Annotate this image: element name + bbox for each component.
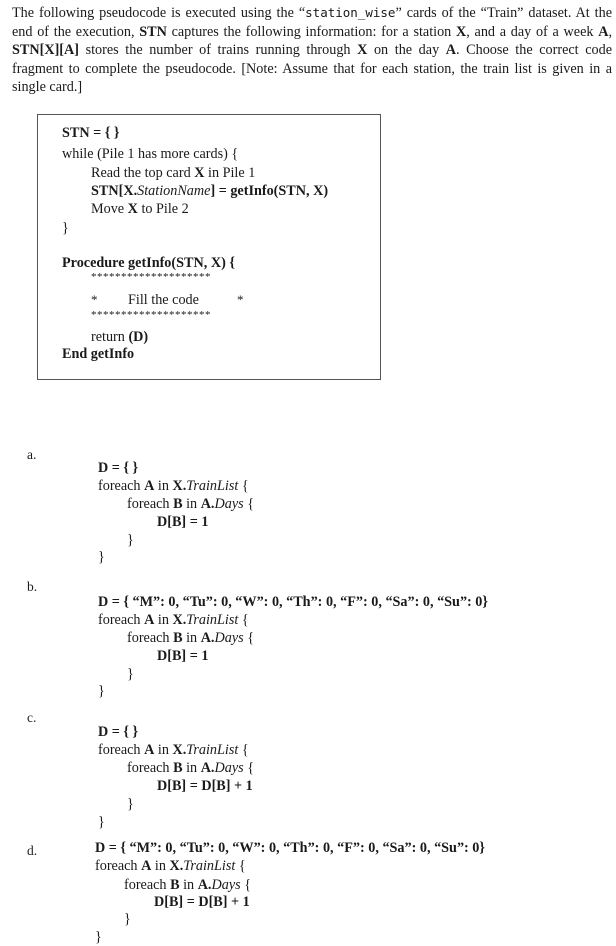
option-label: c. bbox=[27, 710, 37, 725]
option-outer-loop: foreach A in X.TrainList { bbox=[98, 742, 249, 758]
option-outer-loop: foreach A in X.TrainList { bbox=[95, 858, 246, 874]
option-inner-loop: foreach B in A.Days { bbox=[127, 760, 255, 776]
code-line-end: End getInfo bbox=[62, 346, 135, 362]
stars-top: ******************** bbox=[91, 271, 211, 283]
stars-bottom: ******************** bbox=[91, 309, 211, 321]
code-word: station_wise bbox=[305, 5, 396, 20]
option-init: D = { } bbox=[98, 460, 139, 476]
option-label: a. bbox=[27, 447, 37, 462]
option-outer-loop: foreach A in X.TrainList { bbox=[98, 612, 249, 628]
option-inner-loop: foreach B in A.Days { bbox=[124, 877, 252, 893]
option-inner-loop: foreach B in A.Days { bbox=[127, 496, 255, 512]
option-increment: D[B] = D[B] + 1 bbox=[154, 894, 250, 910]
code-line-assign: STN[X.StationName] = getInfo(STN, X) bbox=[91, 183, 329, 199]
option-inner-close: } bbox=[127, 796, 134, 812]
option-init: D = { “M”: 0, “Tu”: 0, “W”: 0, “Th”: 0, “F”: 0, “Sa”: 0, “Su”: 0} bbox=[98, 594, 488, 610]
option-outer-loop: foreach A in X.TrainList { bbox=[98, 478, 249, 494]
option-label: d. bbox=[27, 843, 38, 858]
option-increment: D[B] = 1 bbox=[157, 514, 209, 530]
question-text: The following pseudocode is executed using the “station_wise” cards of the “Train” dataset. At the end of the execution, STN captures the following information: for a station X, and a day of a week A, STN[X][A] stores the number of trains running through X on the day A. Choose the correct code fragment to complete the pseudocode. [Note: Assume that for each station, the train list is given in a single card.] bbox=[12, 5, 613, 95]
option-outer-close: } bbox=[95, 929, 102, 945]
fill-marker-right: * bbox=[237, 292, 244, 307]
code-line-procedure: Procedure getInfo(STN, X) { bbox=[62, 255, 235, 271]
code-line-return: return (D) bbox=[91, 329, 149, 345]
option-init: D = { } bbox=[98, 724, 139, 740]
code-line-stn-init: STN = { } bbox=[62, 125, 120, 141]
option-increment: D[B] = D[B] + 1 bbox=[157, 778, 253, 794]
fill-code-placeholder: Fill the code bbox=[128, 292, 199, 308]
option-increment: D[B] = 1 bbox=[157, 648, 209, 664]
code-line-read: Read the top card X in Pile 1 bbox=[91, 165, 256, 181]
pseudocode-box bbox=[37, 114, 381, 380]
option-init: D = { “M”: 0, “Tu”: 0, “W”: 0, “Th”: 0, “F”: 0, “Sa”: 0, “Su”: 0} bbox=[95, 840, 485, 856]
fill-marker-left: * bbox=[91, 292, 98, 307]
option-inner-close: } bbox=[127, 666, 134, 682]
code-line-move: Move X to Pile 2 bbox=[91, 201, 189, 217]
option-inner-close: } bbox=[124, 911, 131, 927]
option-inner-loop: foreach B in A.Days { bbox=[127, 630, 255, 646]
code-line-while: while (Pile 1 has more cards) { bbox=[62, 146, 239, 162]
option-label: b. bbox=[27, 579, 38, 594]
code-line-close: } bbox=[62, 220, 69, 236]
option-inner-close: } bbox=[127, 532, 134, 548]
option-outer-close: } bbox=[98, 683, 105, 699]
option-outer-close: } bbox=[98, 814, 105, 830]
option-outer-close: } bbox=[98, 549, 105, 565]
